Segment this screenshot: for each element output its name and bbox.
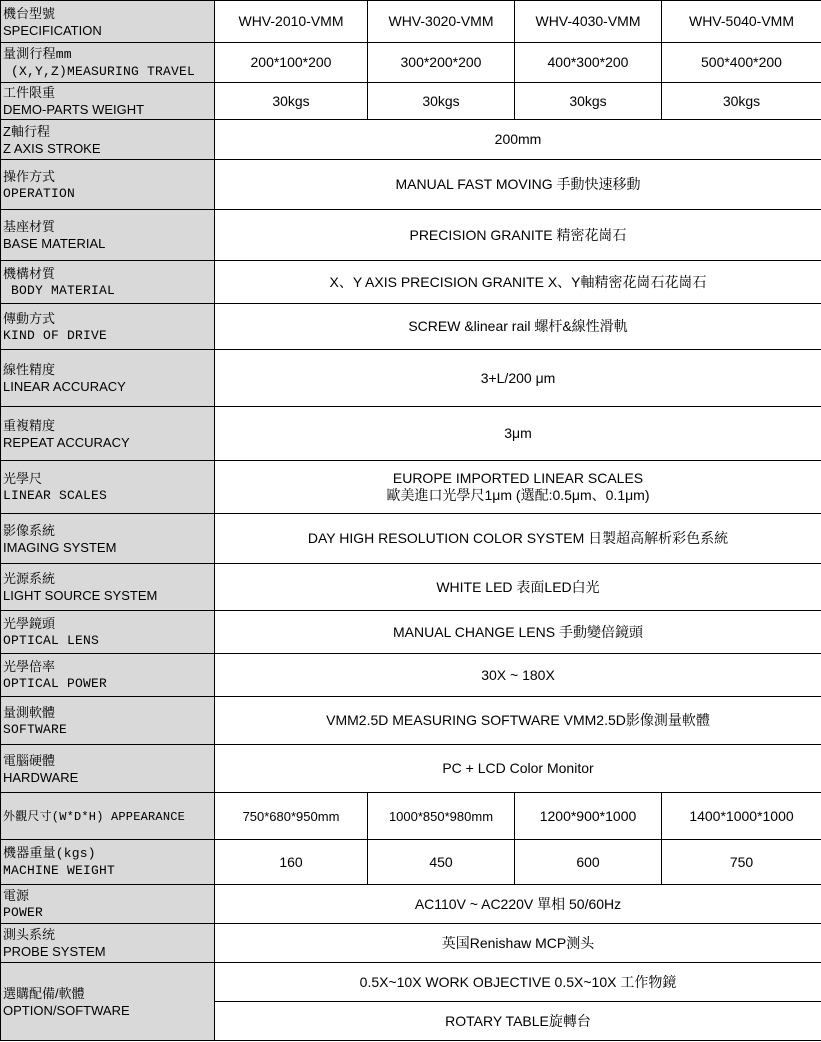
travel-label	[1, 43, 215, 83]
appearance-label-text: 外觀尺寸(W*D*H) APPEARANCE	[3, 809, 186, 824]
repeat-label	[1, 407, 215, 461]
machine-weight-label-en: MACHINE WEIGHT	[3, 863, 116, 878]
machine-weight-value: 160	[215, 840, 368, 885]
lens-label	[1, 611, 215, 654]
appearance-value: 750*680*950mm	[215, 793, 368, 840]
appearance-value: 1000*850*980mm	[368, 793, 515, 840]
lens-value: MANUAL CHANGE LENS 手動變倍鏡頭	[215, 611, 821, 654]
spec-label-cn: 機台型號	[3, 5, 56, 21]
operation-label-cn: 操作方式	[3, 168, 56, 184]
travel-value: 300*200*200	[368, 43, 515, 83]
machine-weight-value: 600	[515, 840, 662, 885]
power-source-label-en: POWER	[3, 905, 44, 920]
option-label-cn: 選購配備/軟體	[3, 985, 85, 1001]
hardware-label	[1, 745, 215, 793]
table-row-demo-parts-weight	[1, 83, 821, 120]
repeat-value: 3μm	[215, 407, 821, 461]
power-label-cn: 光學倍率	[3, 659, 56, 674]
scales-label-cn: 光學尺	[3, 471, 43, 486]
light-label-en: LIGHT SOURCE SYSTEM	[3, 588, 158, 603]
repeat-label-en: REPEAT ACCURACY	[3, 434, 130, 450]
model-name: WHV-4030-VMM	[515, 1, 662, 43]
operation-value: MANUAL FAST MOVING 手動快速移動	[215, 160, 821, 210]
imaging-label-en: IMAGING SYSTEM	[3, 539, 117, 555]
operation-label-en: OPERATION	[3, 185, 76, 201]
power-label-en: OPTICAL POWER	[3, 676, 108, 691]
software-label-cn: 量測軟體	[3, 704, 56, 720]
table-row-hardware	[1, 745, 821, 793]
power-value: 30X ~ 180X	[215, 654, 821, 697]
table-row-power-source	[1, 885, 821, 924]
travel-value: 200*100*200	[215, 43, 368, 83]
travel-label-cn: 量測行程mm	[3, 46, 72, 62]
hardware-label-en: HARDWARE	[3, 769, 79, 785]
body-label-cn: 機構材質	[3, 266, 56, 281]
appearance-label	[1, 793, 215, 840]
scales-value-line1: EUROPE IMPORTED LINEAR SCALES	[392, 470, 644, 486]
table-row-imaging-system	[1, 514, 821, 564]
drive-label-en: KIND OF DRIVE	[3, 327, 108, 343]
scales-label	[1, 461, 215, 514]
hardware-label-cn: 電腦硬體	[3, 752, 56, 768]
zstroke-value: 200mm	[215, 120, 821, 160]
imaging-label-cn: 影像系統	[3, 522, 56, 538]
option-label-en: OPTION/SOFTWARE	[3, 1002, 130, 1018]
drive-label	[1, 304, 215, 350]
weight-value: 30kgs	[215, 83, 368, 120]
probe-label-en: PROBE SYSTEM	[3, 944, 106, 959]
body-label	[1, 261, 215, 304]
scales-value-line2: 歐美進口光學尺1μm (選配:0.5μm、0.1μm)	[386, 487, 650, 503]
light-value: WHITE LED 表面LED白光	[215, 564, 821, 611]
model-name: WHV-2010-VMM	[215, 1, 368, 43]
table-row-appearance	[1, 793, 821, 840]
scales-label-en: LINEAR SCALES	[3, 488, 108, 503]
weight-value: 30kgs	[368, 83, 515, 120]
table-row-body-material	[1, 261, 821, 304]
base-value: PRECISION GRANITE 精密花崗石	[215, 210, 821, 261]
power-source-label-cn: 電源	[3, 888, 30, 903]
spec-label-en: SPECIFICATION	[3, 22, 102, 38]
power-source-label	[1, 885, 215, 924]
machine-weight-label-cn: 機器重量(kgs)	[3, 846, 96, 861]
appearance-value: 1200*900*1000	[515, 793, 662, 840]
lens-label-en: OPTICAL LENS	[3, 633, 100, 648]
light-label	[1, 564, 215, 611]
machine-weight-label	[1, 840, 215, 885]
option-value: 0.5X~10X WORK OBJECTIVE 0.5X~10X 工作物鏡	[215, 963, 821, 1002]
model-name: WHV-3020-VMM	[368, 1, 515, 43]
probe-value: 英国Renishaw MCP测头	[215, 924, 821, 963]
travel-value: 500*400*200	[662, 43, 821, 83]
scales-value	[215, 461, 821, 514]
lens-label-cn: 光學鏡頭	[3, 616, 56, 631]
linear-label-en: LINEAR ACCURACY	[3, 379, 126, 394]
hardware-value: PC + LCD Color Monitor	[215, 745, 821, 793]
table-row-base-material	[1, 210, 821, 261]
body-label-en: BODY MATERIAL	[3, 283, 116, 298]
linear-label	[1, 350, 215, 407]
table-row-optical-lens	[1, 611, 821, 654]
table-row-software	[1, 697, 821, 745]
table-row-z-axis-stroke	[1, 120, 821, 160]
travel-label-en: (X,Y,Z)MEASURING TRAVEL	[3, 63, 196, 79]
machine-weight-value: 750	[662, 840, 821, 885]
table-row-machine-weight	[1, 840, 821, 885]
drive-label-cn: 傳動方式	[3, 310, 56, 326]
weight-label-en: DEMO-PARTS WEIGHT	[3, 102, 145, 117]
operation-label	[1, 160, 215, 210]
power-label	[1, 654, 215, 697]
table-row-repeat-accuracy	[1, 407, 821, 461]
table-row-linear-accuracy	[1, 350, 821, 407]
power-source-value: AC110V ~ AC220V 單相 50/60Hz	[215, 885, 821, 924]
software-label	[1, 697, 215, 745]
table-row-probe-system	[1, 924, 821, 963]
probe-label	[1, 924, 215, 963]
weight-value: 30kgs	[515, 83, 662, 120]
base-label-en: BASE MATERIAL	[3, 236, 106, 251]
option-value: ROTARY TABLE旋轉台	[215, 1002, 821, 1041]
table-row-option-software	[1, 963, 821, 1002]
machine-weight-value: 450	[368, 840, 515, 885]
weight-label	[1, 83, 215, 120]
linear-value: 3+L/200 μm	[215, 350, 821, 407]
spec-label	[1, 1, 215, 43]
software-label-en: SOFTWARE	[3, 721, 68, 737]
weight-value: 30kgs	[662, 83, 821, 120]
table-row-operation	[1, 160, 821, 210]
zstroke-label-cn: Z軸行程	[3, 123, 50, 139]
table-row-light-source-system	[1, 564, 821, 611]
appearance-value: 1400*1000*1000	[662, 793, 821, 840]
probe-label-cn: 測头系统	[3, 927, 56, 942]
light-label-cn: 光源系統	[3, 571, 56, 586]
model-name: WHV-5040-VMM	[662, 1, 821, 43]
table-row-kind-of-drive	[1, 304, 821, 350]
travel-value: 400*300*200	[515, 43, 662, 83]
table-row-measuring-travel	[1, 43, 821, 83]
base-label-cn: 基座材質	[3, 219, 56, 234]
table-row-optical-power	[1, 654, 821, 697]
weight-label-cn: 工件限重	[3, 85, 56, 100]
table-row-specification	[1, 1, 821, 43]
table-row-linear-scales	[1, 461, 821, 514]
software-value: VMM2.5D MEASURING SOFTWARE VMM2.5D影像測量軟體	[215, 697, 821, 745]
base-label	[1, 210, 215, 261]
body-value: X、Y AXIS PRECISION GRANITE X、Y軸精密花崗石花崗石	[215, 261, 821, 304]
imaging-value: DAY HIGH RESOLUTION COLOR SYSTEM 日製超高解析彩色系統	[215, 514, 821, 564]
zstroke-label-en: Z AXIS STROKE	[3, 140, 101, 156]
imaging-label	[1, 514, 215, 564]
drive-value: SCREW &linear rail 螺杆&線性滑軌	[215, 304, 821, 350]
option-label	[1, 963, 215, 1041]
repeat-label-cn: 重複精度	[3, 417, 56, 433]
linear-label-cn: 線性精度	[3, 362, 56, 377]
zstroke-label	[1, 120, 215, 160]
